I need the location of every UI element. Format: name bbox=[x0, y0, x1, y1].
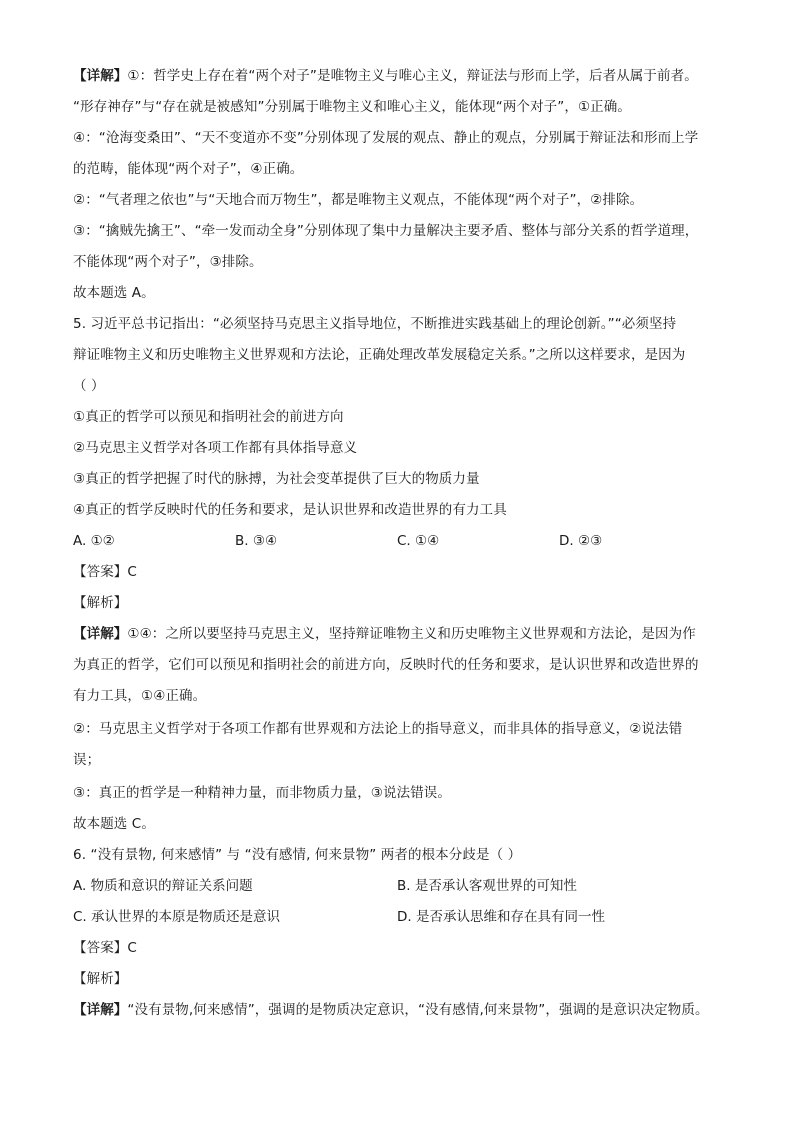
q5-detail-line-1: 【详解】①④：之所以要坚持马克思主义，坚持辩证唯物主义和历史唯物主义世界观和方法论，是因为作 bbox=[73, 626, 696, 642]
q5-conclusion: 故本题选 C。 bbox=[73, 816, 155, 832]
q5-detail-line-2: 为真正的哲学，它们可以预见和指明社会的前进方向，反映时代的任务和要求，是认识世界和改造世界的 bbox=[73, 657, 699, 673]
q4-conclusion: 故本题选 A。 bbox=[73, 285, 155, 301]
q4-detail-line-4: 的范畴，能体现“两个对子”，④正确。 bbox=[73, 161, 304, 177]
q6-option-b: B. 是否承认客观世界的可知性 bbox=[397, 878, 577, 894]
q4-detail-line-3: ④：“沧海变桑田”、“天不变道亦不变”分别体现了发展的观点、静止的观点，分别属于辩证法和形而上学 bbox=[73, 130, 699, 146]
q5-option-d: D. ②③ bbox=[559, 533, 603, 549]
q4-detail-line-1: 【详解】①：哲学史上存在着“两个对子”是唯物主义与唯心主义，辩证法与形而上学，后者从属于前者。 bbox=[73, 68, 698, 84]
q5-item-1: ①真正的哲学可以预见和指明社会的前进方向 bbox=[73, 409, 344, 425]
q5-item-4: ④真正的哲学反映时代的任务和要求，是认识世界和改造世界的有力工具 bbox=[73, 502, 507, 518]
q6-option-a: A. 物质和意识的辩证关系问题 bbox=[73, 878, 253, 894]
q6-option-d: D. 是否承认思维和存在具有同一性 bbox=[397, 909, 605, 925]
q6-answer: 【答案】C bbox=[73, 940, 137, 956]
q6-analysis-heading: 【解析】 bbox=[73, 971, 128, 987]
detail-tag: 【详解】 bbox=[73, 626, 128, 642]
q4-detail-line-2: “形存神存”与“存在就是被感知”分别属于唯物主义和唯心主义，能体现“两个对子”，①正确。 bbox=[73, 99, 631, 115]
q5-detail-line-3: 有力工具，①④正确。 bbox=[73, 688, 207, 704]
q6-detail-line-1: 【详解】“没有景物,何来感情”，强调的是物质决定意识，“没有感情,何来景物”，强调的是意识决定物质。 bbox=[73, 1002, 709, 1018]
q5-stem-line-1: 5. 习近平总书记指出：“必须坚持马克思主义指导地位，不断推进实践基础上的理论创新。”“必须坚持 bbox=[73, 316, 677, 332]
q5-stem-line-2: 辩证唯物主义和历史唯物主义世界观和方法论，正确处理改革发展稳定关系。”之所以这样要求，是因为 bbox=[73, 347, 686, 363]
q4-detail-line-7: 不能体现“两个对子”，③排除。 bbox=[73, 254, 263, 270]
q5-detail-line-6: ③：真正的哲学是一种精神力量，而非物质力量，③说法错误。 bbox=[73, 785, 452, 801]
q4-detail-line-6: ③：“擒贼先擒王”、“牵一发而动全身”分别体现了集中力量解决主要矛盾、整体与部分关系的哲学道理， bbox=[73, 223, 699, 239]
q5-detail-line-5: 误； bbox=[73, 752, 101, 768]
detail-tag: 【详解】 bbox=[73, 1002, 128, 1018]
q5-detail-line-4: ②：马克思主义哲学对于各项工作都有世界观和方法论上的指导意义，而非具体的指导意义，②说法错 bbox=[73, 721, 683, 737]
q5-analysis-heading: 【解析】 bbox=[73, 595, 128, 611]
q5-stem-line-3: （ ） bbox=[73, 378, 105, 394]
q5-answer: 【答案】C bbox=[73, 564, 137, 580]
q6-stem: 6. “没有景物, 何来感情” 与 “没有感情, 何来景物” 两者的根本分歧是（ ） bbox=[73, 847, 522, 863]
q5-item-3: ③真正的哲学把握了时代的脉搏，为社会变革提供了巨大的物质力量 bbox=[73, 471, 480, 487]
q6-option-c: C. 承认世界的本原是物质还是意识 bbox=[73, 909, 281, 925]
q5-option-b: B. ③④ bbox=[235, 533, 278, 549]
detail-tag: 【详解】 bbox=[73, 68, 128, 84]
q5-option-c: C. ①④ bbox=[397, 533, 440, 549]
q5-item-2: ②马克思主义哲学对各项工作都有具体指导意义 bbox=[73, 440, 358, 456]
q5-option-a: A. ①② bbox=[73, 533, 115, 549]
q4-detail-line-5: ②：“气者理之依也”与“天地合而万物生”，都是唯物主义观点，不能体现“两个对子”，②排除。 bbox=[73, 192, 644, 208]
